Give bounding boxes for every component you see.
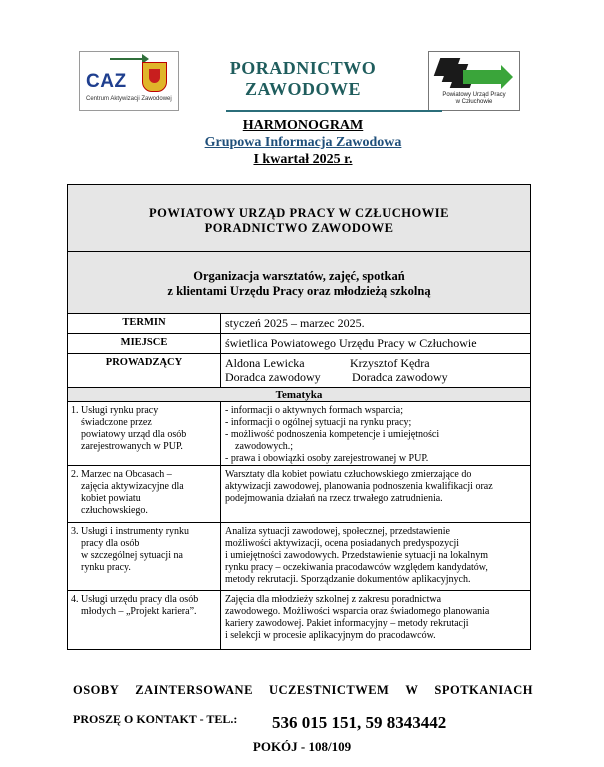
topic-description-line: zawodowych.; xyxy=(235,441,294,452)
quarter-heading: I kwartał 2025 r. xyxy=(253,152,353,167)
topic-title-line: kobiet powiatu xyxy=(81,493,141,504)
group-info-heading: Grupowa Informacja Zawodowa xyxy=(204,135,402,150)
logo-arrow-line xyxy=(110,58,146,60)
caz-logo-text: CAZ xyxy=(86,71,127,92)
miejsce-row xyxy=(68,334,530,354)
topic-description-line: - informacji o aktywnych formach wsparcia; xyxy=(225,405,403,416)
topic-description-line: - prawa i obowiązki osoby zarejestrowanej w PUP. xyxy=(225,453,429,464)
topic-title-line: pracy dla osób xyxy=(81,538,140,549)
office-name xyxy=(68,206,530,236)
advisor-role: Doradca zawodowy xyxy=(225,370,321,384)
organization-text xyxy=(68,269,530,299)
footer-word: W xyxy=(405,683,419,697)
interested-persons-line xyxy=(73,683,533,698)
topic-title-line: zarejestrowanych w PUP. xyxy=(81,441,183,452)
office-line2: PORADNICTWO ZAWODOWE xyxy=(204,221,394,235)
topic-description-line: podejmowania działań na rzecz trwałego zatrudnienia. xyxy=(225,493,443,504)
logo-green-arrow-tip-icon xyxy=(501,65,513,89)
topic-title xyxy=(68,591,221,649)
topic-description-line: kariery zawodowej. Pakiet informacyjny – metody rekrutacji xyxy=(225,618,469,629)
topic-title xyxy=(68,402,221,465)
office-line1: POWIATOWY URZĄD PRACY W CZŁUCHOWIE xyxy=(149,206,449,220)
topic-title-line: 2. Marzec na Obcasach – xyxy=(71,469,172,480)
miejsce-value: świetlica Powiatowego Urzędu Pracy w Człuchowie xyxy=(225,336,477,350)
topic-title-line: rynku pracy. xyxy=(81,562,131,573)
topic-description-line: i umiejętności zawodowych. Przedstawienie sytuacji na lokalnym xyxy=(225,550,488,561)
topic-description xyxy=(221,402,530,465)
organization-line1: Organizacja warsztatów, zajęć, spotkań xyxy=(193,269,405,283)
topic-title-line: 1. Usługi rynku pracy xyxy=(71,405,159,416)
prowadzacy-row xyxy=(68,354,530,388)
organization-row xyxy=(68,252,530,314)
topic-description-line: możliwości aktywizacji, ocena posiadanych predyspozycji xyxy=(225,538,460,549)
harmonogram-heading: HARMONOGRAM xyxy=(242,118,364,133)
office-header-row xyxy=(68,185,530,252)
topic-description-line: metody rekrutacji. Sporządzanie dokumentów aplikacyjnych. xyxy=(225,574,471,585)
topic-description-line: Zajęcia dla młodzieży szkolnej z zakresu poradnictwa xyxy=(225,594,442,605)
footer-word: OSOBY xyxy=(73,683,120,697)
organization-line2: z klientami Urzędu Pracy oraz młodzieżą szkolną xyxy=(167,284,431,298)
logo-green-arrow-icon xyxy=(463,70,501,84)
topic-row xyxy=(68,402,530,466)
topic-description-line: - możliwość podnoszenia kompetencje i umiejętności xyxy=(225,429,440,440)
termin-label: TERMIN xyxy=(68,314,221,333)
topic-row xyxy=(68,466,530,523)
coat-of-arms-icon xyxy=(142,62,167,92)
topic-title-line: świadczone przez xyxy=(81,417,152,428)
advisor-name: Aldona Lewicka xyxy=(225,356,305,370)
pup-logo-line1: Powiatowy Urząd Pracy xyxy=(442,92,506,98)
room-number: POKÓJ - 108/109 xyxy=(252,739,352,754)
tematyka-header: Tematyka xyxy=(68,388,530,402)
topic-description xyxy=(221,523,530,590)
contact-label: PROSZĘ O KONTAKT - TEL.: xyxy=(73,712,238,726)
prowadzacy-value xyxy=(221,354,530,387)
topic-row xyxy=(68,523,530,591)
topic-title-line: człuchowskiego. xyxy=(81,505,148,516)
caz-logo-subtitle: Centrum Aktywizacji Zawodowej xyxy=(86,96,172,102)
topic-row xyxy=(68,591,530,649)
topic-description-line: - informacji o ogólnej sytuacji na rynku pracy; xyxy=(225,417,412,428)
advisor-name: Krzysztof Kędra xyxy=(350,356,430,370)
advisor-role: Doradca zawodowy xyxy=(352,370,448,384)
caz-logo xyxy=(79,51,179,111)
prowadzacy-label: PROWADZĄCY xyxy=(68,354,221,387)
topic-title-line: młodych – „Projekt kariera”. xyxy=(81,606,197,617)
topic-title-line: 4. Usługi urzędu pracy dla osób xyxy=(71,594,199,605)
topic-description-line: Warsztaty dla kobiet powiatu człuchowskiego zmierzające do xyxy=(225,469,472,480)
footer-word: UCZESTNICTWEM xyxy=(268,683,390,697)
topic-title-line: w szczególnej sytuacji na xyxy=(81,550,183,561)
topic-description-line: Analiza sytuacji zawodowej, społecznej, przedstawienie xyxy=(225,526,450,537)
topic-description-line: aktywizacji zawodowej, planowania podnoszenia kwalifikacji oraz xyxy=(225,481,493,492)
termin-value: styczeń 2025 – marzec 2025. xyxy=(225,316,365,330)
schedule-table xyxy=(67,184,531,650)
topic-title xyxy=(68,466,221,522)
pup-logo-line2: w Człuchowie xyxy=(455,99,493,105)
header-divider xyxy=(226,110,442,112)
topic-title-line: zajęcia aktywizacyjne dla xyxy=(81,481,184,492)
termin-row xyxy=(68,314,530,334)
miejsce-label: MIEJSCE xyxy=(68,334,221,353)
footer-word: ZAINTERSOWANE xyxy=(135,683,253,697)
topic-title xyxy=(68,523,221,590)
topic-description xyxy=(221,591,530,649)
footer-word: SPOTKANIACH xyxy=(434,683,533,697)
pup-logo xyxy=(428,51,520,111)
page-title-line2: ZAWODOWE xyxy=(244,79,362,99)
page-title-line1: PORADNICTWO xyxy=(229,58,377,78)
topic-description xyxy=(221,466,530,522)
phone-numbers[interactable]: 536 015 151, 59 8343442 xyxy=(272,713,447,732)
topic-description-line: rynku pracy – oczekiwania pracodawców względem kandydatów, xyxy=(225,562,488,573)
topic-title-line: powiatowy urząd dla osób xyxy=(81,429,187,440)
topic-description-line: zawodowego. Możliwości wsparcia oraz świadomego planowania xyxy=(225,606,490,617)
topic-description-line: i selekcji w procesie aplikacyjnym do pracodawców. xyxy=(225,630,436,641)
topic-title-line: 3. Usługi i instrumenty rynku xyxy=(71,526,190,537)
